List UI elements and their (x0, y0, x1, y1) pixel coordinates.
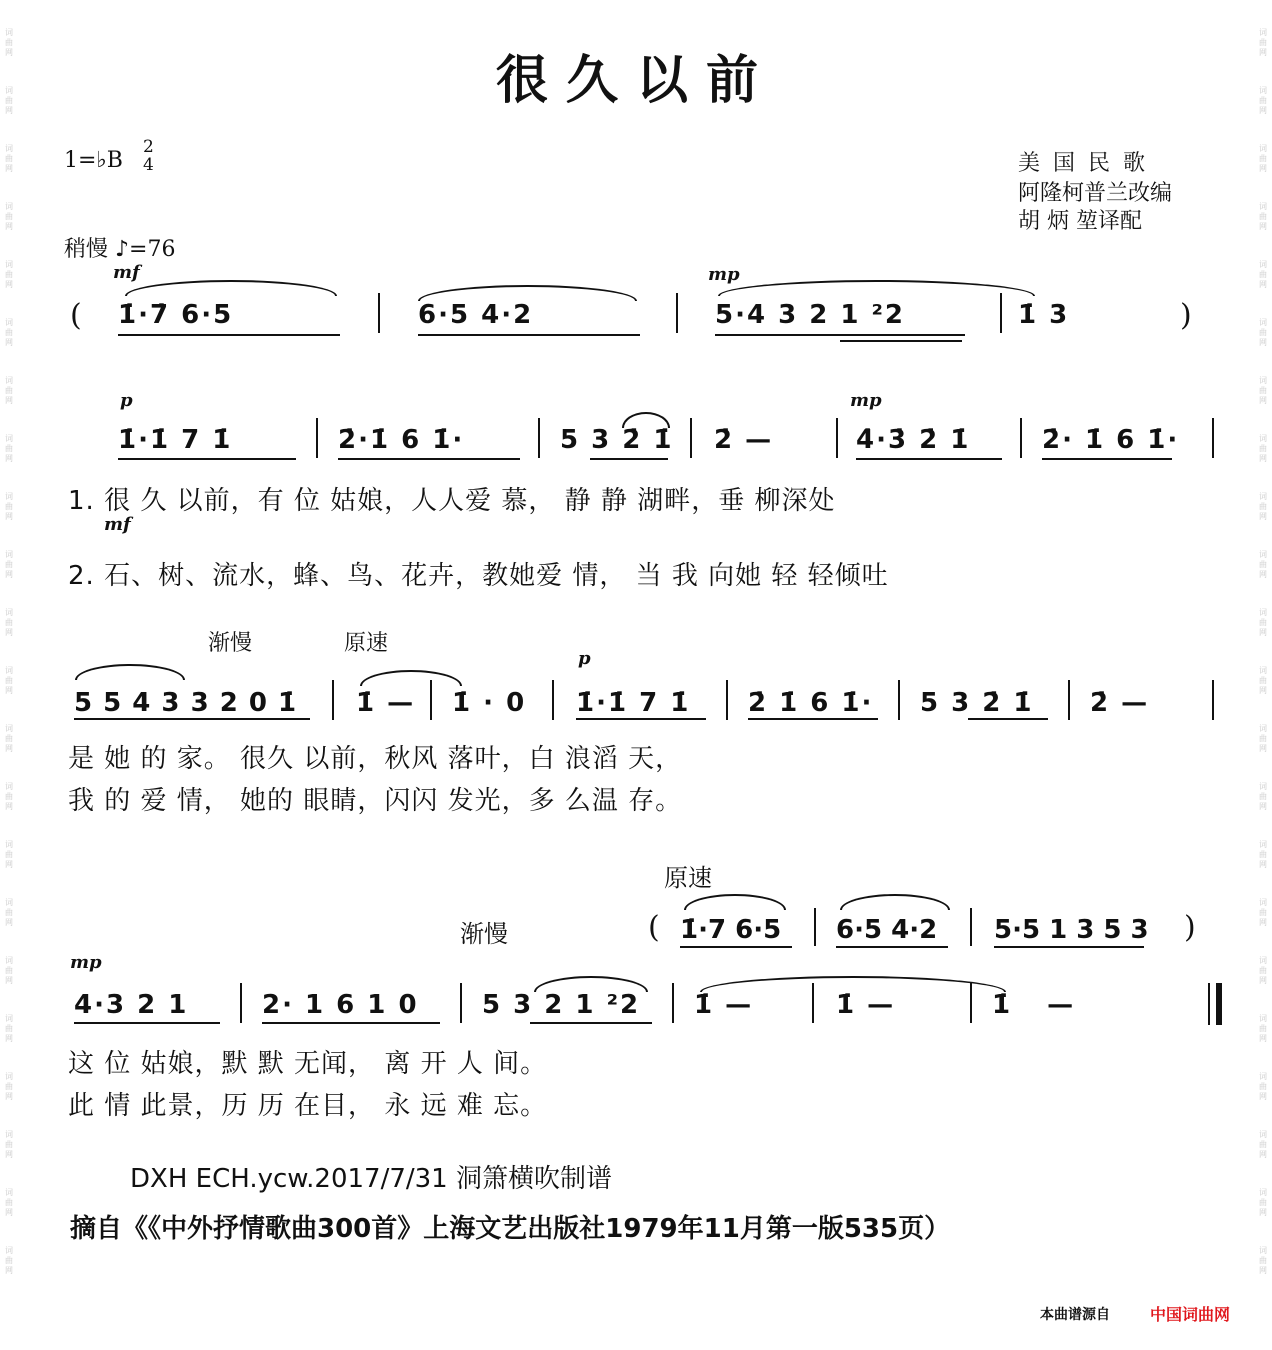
left-watermark-strip (2, 0, 16, 1350)
slur (718, 280, 1035, 296)
line1-lyric-verse1: 1. 很 久 以前，有 位 姑娘，人人爱 慕， 静 静 湖畔，垂 柳深处 (68, 486, 836, 516)
credit-origin: 美 国 民 歌 (1018, 151, 1148, 176)
watermark-mark: 词 曲 网 (5, 1130, 13, 1159)
line1-bar-2: 2̇·1̇ 6 1̇· (338, 425, 465, 455)
intro-bar-4: 1̇ 3 (1018, 300, 1070, 330)
barline (836, 418, 838, 458)
watermark-mark: 词 曲 网 (1259, 666, 1267, 695)
transcriber-credit: DXH ECH.ycw.2017/7/31 洞箫横吹制谱 (130, 1164, 612, 1194)
barline (690, 418, 692, 458)
intro-bar-1: 1̇·7̇ 6·5 (118, 300, 234, 330)
beam-underline (836, 946, 948, 948)
beam-underline (748, 718, 878, 720)
watermark-mark: 词 曲 网 (5, 724, 13, 753)
line3-bar-2: 2· 1 6 1 0 (262, 990, 419, 1020)
beam-underline (715, 334, 965, 336)
barline (1212, 680, 1214, 720)
watermark-mark: 词 曲 网 (1259, 608, 1267, 637)
watermark-mark: 词 曲 网 (5, 956, 13, 985)
dynamic-mp: mp (850, 390, 882, 411)
slur (75, 664, 185, 680)
line1-bar-5: 4̇·3̇ 2̇ 1̇ (856, 425, 971, 455)
intro-open-paren: ( (70, 298, 82, 333)
watermark-mark: 词 曲 网 (5, 376, 13, 405)
watermark-mark: 词 曲 网 (1259, 724, 1267, 753)
dynamic-mp: mp (708, 264, 740, 285)
page-title: 很久以前 (495, 50, 776, 111)
watermark-mark: 词 曲 网 (1259, 956, 1267, 985)
watermark-mark: 词 曲 网 (1259, 376, 1267, 405)
watermark-mark: 词 曲 网 (1259, 492, 1267, 521)
beam-underline (74, 1022, 220, 1024)
line2-bar-5: 2̇ 1̇ 6 1̇· (748, 688, 874, 718)
watermark-mark: 词 曲 网 (1259, 28, 1267, 57)
line2-bar-6: 5 3 2̇ 1̇ (920, 688, 1034, 718)
barline (378, 293, 380, 333)
tempo-rit: 渐慢 (460, 920, 508, 948)
watermark-mark: 词 曲 网 (1259, 550, 1267, 579)
slur (125, 280, 337, 296)
watermark-mark: 词 曲 网 (5, 1072, 13, 1101)
watermark-mark: 词 曲 网 (1259, 1246, 1267, 1275)
coda-close-paren: ) (1184, 910, 1196, 945)
beam-underline (856, 458, 1002, 460)
watermark-mark: 词 曲 网 (5, 492, 13, 521)
final-barline-thick (1216, 983, 1222, 1025)
line2-lyric-verse2: 我 的 爱 情， 她的 眼睛，闪闪 发光，多 么温 存。 (68, 786, 683, 816)
watermark-mark: 词 曲 网 (1259, 318, 1267, 347)
line3-bar-3: 5 3 2 1 ²2 (482, 990, 641, 1020)
slur (360, 670, 462, 686)
line3-bar-1: 4·3 2 1 (74, 990, 189, 1020)
barline (1020, 418, 1022, 458)
watermark-mark: 词 曲 网 (5, 550, 13, 579)
line1-bar-3: 5 3 2̇ 1̇ (560, 425, 674, 455)
watermark-mark: 词 曲 网 (5, 1188, 13, 1217)
line1-bar-4: 2̇ — (714, 425, 774, 455)
watermark-mark: 词 曲 网 (5, 898, 13, 927)
beam-underline (994, 946, 1144, 948)
barline (430, 680, 432, 720)
beam-underline (590, 458, 668, 460)
line2-lyric-verse1: 是 她 的 家。 很久 以前，秋风 落叶，白 浪滔 天， (68, 744, 683, 774)
watermark-mark: 词 曲 网 (1259, 840, 1267, 869)
time-signature: 2 4 (143, 137, 154, 175)
key-signature: 1=♭B (64, 148, 123, 173)
right-watermark-strip (1256, 0, 1270, 1350)
beam-underline (530, 1022, 652, 1024)
watermark-mark: 词 曲 网 (5, 86, 13, 115)
watermark-mark: 词 曲 网 (1259, 434, 1267, 463)
intro-close-paren: ) (1180, 298, 1192, 333)
barline (316, 418, 318, 458)
final-barline-thin (1208, 983, 1210, 1025)
dynamic-mp: mp (70, 952, 102, 973)
barline (898, 680, 900, 720)
slur (840, 894, 950, 910)
beam-underline (262, 1022, 440, 1024)
dynamic-mf: mf (104, 514, 131, 535)
beam-underline (680, 946, 792, 948)
tempo-a-tempo: 原速 (664, 864, 712, 892)
beam-underline (118, 458, 296, 460)
watermark-mark: 词 曲 网 (5, 782, 13, 811)
watermark-mark: 词 曲 网 (5, 666, 13, 695)
coda-bar-1: 1̇·7 6·5 (680, 915, 782, 945)
barline (676, 293, 678, 333)
barline (460, 983, 462, 1023)
watermark-mark: 词 曲 网 (5, 260, 13, 289)
beam-underline (576, 718, 706, 720)
beam-underline (840, 340, 962, 342)
beam-underline (1042, 458, 1172, 460)
dynamic-p: p (120, 390, 133, 411)
beam-underline (74, 718, 310, 720)
barline (332, 680, 334, 720)
tempo-a-tempo: 原速 (344, 631, 389, 656)
watermark-mark: 词 曲 网 (1259, 1014, 1267, 1043)
watermark-mark: 词 曲 网 (5, 202, 13, 231)
credit-arranger: 阿隆柯普兰改编 (1018, 181, 1173, 206)
line1-bar-1: 1̇·1̇ 7 1̇ (118, 425, 233, 455)
dynamic-mf: mf (113, 262, 140, 283)
beam-underline (338, 458, 520, 460)
barline (814, 908, 816, 946)
line3-lyric-verse2: 此 情 此景，历 历 在目， 永 远 难 忘。 (68, 1091, 548, 1121)
line2-bar-1: 5 5 4 3 3 2 0 1̇ (74, 688, 298, 718)
coda-bar-2: 6·5 4·2 (836, 915, 938, 945)
barline (1000, 293, 1002, 333)
beam-underline (118, 334, 340, 336)
line2-bar-2: 1̇ — (356, 688, 416, 718)
source-citation: 摘自《《中外抒情歌曲300首》上海文艺出版社1979年11月第一版535页） (70, 1214, 951, 1244)
watermark-mark: 词 曲 网 (1259, 782, 1267, 811)
credit-translator: 胡 炳 堃译配 (1018, 209, 1142, 234)
beam-underline (968, 718, 1048, 720)
watermark-mark: 词 曲 网 (5, 434, 13, 463)
slur (534, 976, 648, 992)
tempo-marking: 稍慢 ♪=76 (64, 237, 176, 262)
footer-site-link[interactable]: 中国词曲网 (1150, 1305, 1231, 1324)
coda-bar-3: 5·5 1 3 5 3 (994, 915, 1149, 945)
intro-bar-3: 5·4 3 2 1 ²2 (715, 300, 906, 330)
watermark-mark: 词 曲 网 (1259, 1072, 1267, 1101)
watermark-mark: 词 曲 网 (5, 318, 13, 347)
line2-bar-7: 2̇ — (1090, 688, 1150, 718)
line3-bar-6: 1̇ — (992, 990, 1088, 1020)
line3-lyric-verse1: 这 位 姑娘，默 默 无闻， 离 开 人 间。 (68, 1049, 548, 1079)
watermark-mark: 词 曲 网 (1259, 144, 1267, 173)
watermark-mark: 词 曲 网 (1259, 898, 1267, 927)
barline (1212, 418, 1214, 458)
dynamic-p: p (578, 648, 591, 669)
barline (538, 418, 540, 458)
slur (418, 285, 637, 301)
line1-lyric-verse2: 2. 石、树、流水，蜂、鸟、花卉，教她爱 情， 当 我 向她 轻 轻倾吐 (68, 561, 889, 591)
watermark-mark: 词 曲 网 (1259, 202, 1267, 231)
watermark-mark: 词 曲 网 (5, 840, 13, 869)
footer-label: 本曲谱源自 (1040, 1307, 1110, 1323)
watermark-mark: 词 曲 网 (5, 1246, 13, 1275)
line2-bar-3: 1̇ · 0 (452, 688, 527, 718)
slur (622, 412, 670, 428)
watermark-mark: 词 曲 网 (1259, 1188, 1267, 1217)
barline (552, 680, 554, 720)
slur (684, 894, 786, 910)
watermark-mark: 词 曲 网 (5, 28, 13, 57)
barline (970, 908, 972, 946)
barline (1068, 680, 1070, 720)
barline (672, 983, 674, 1023)
watermark-mark: 词 曲 网 (5, 1014, 13, 1043)
tempo-rit: 渐慢 (208, 631, 253, 656)
watermark-mark: 词 曲 网 (1259, 260, 1267, 289)
line3-bar-4: 1̇ — (694, 990, 754, 1020)
watermark-mark: 词 曲 网 (1259, 1130, 1267, 1159)
line2-bar-4: 1̇·1̇ 7 1̇ (576, 688, 691, 718)
watermark-mark: 词 曲 网 (5, 608, 13, 637)
intro-bar-2: 6·5 4·2 (418, 300, 534, 330)
watermark-mark: 词 曲 网 (5, 144, 13, 173)
barline (240, 983, 242, 1023)
line1-bar-6: 2̇· 1̇ 6 1̇· (1042, 425, 1180, 455)
line3-bar-5: 1̇ — (836, 990, 896, 1020)
barline (726, 680, 728, 720)
coda-open-paren: ( (648, 910, 660, 945)
beam-underline (418, 334, 640, 336)
tie (700, 976, 1006, 992)
watermark-mark: 词 曲 网 (1259, 86, 1267, 115)
